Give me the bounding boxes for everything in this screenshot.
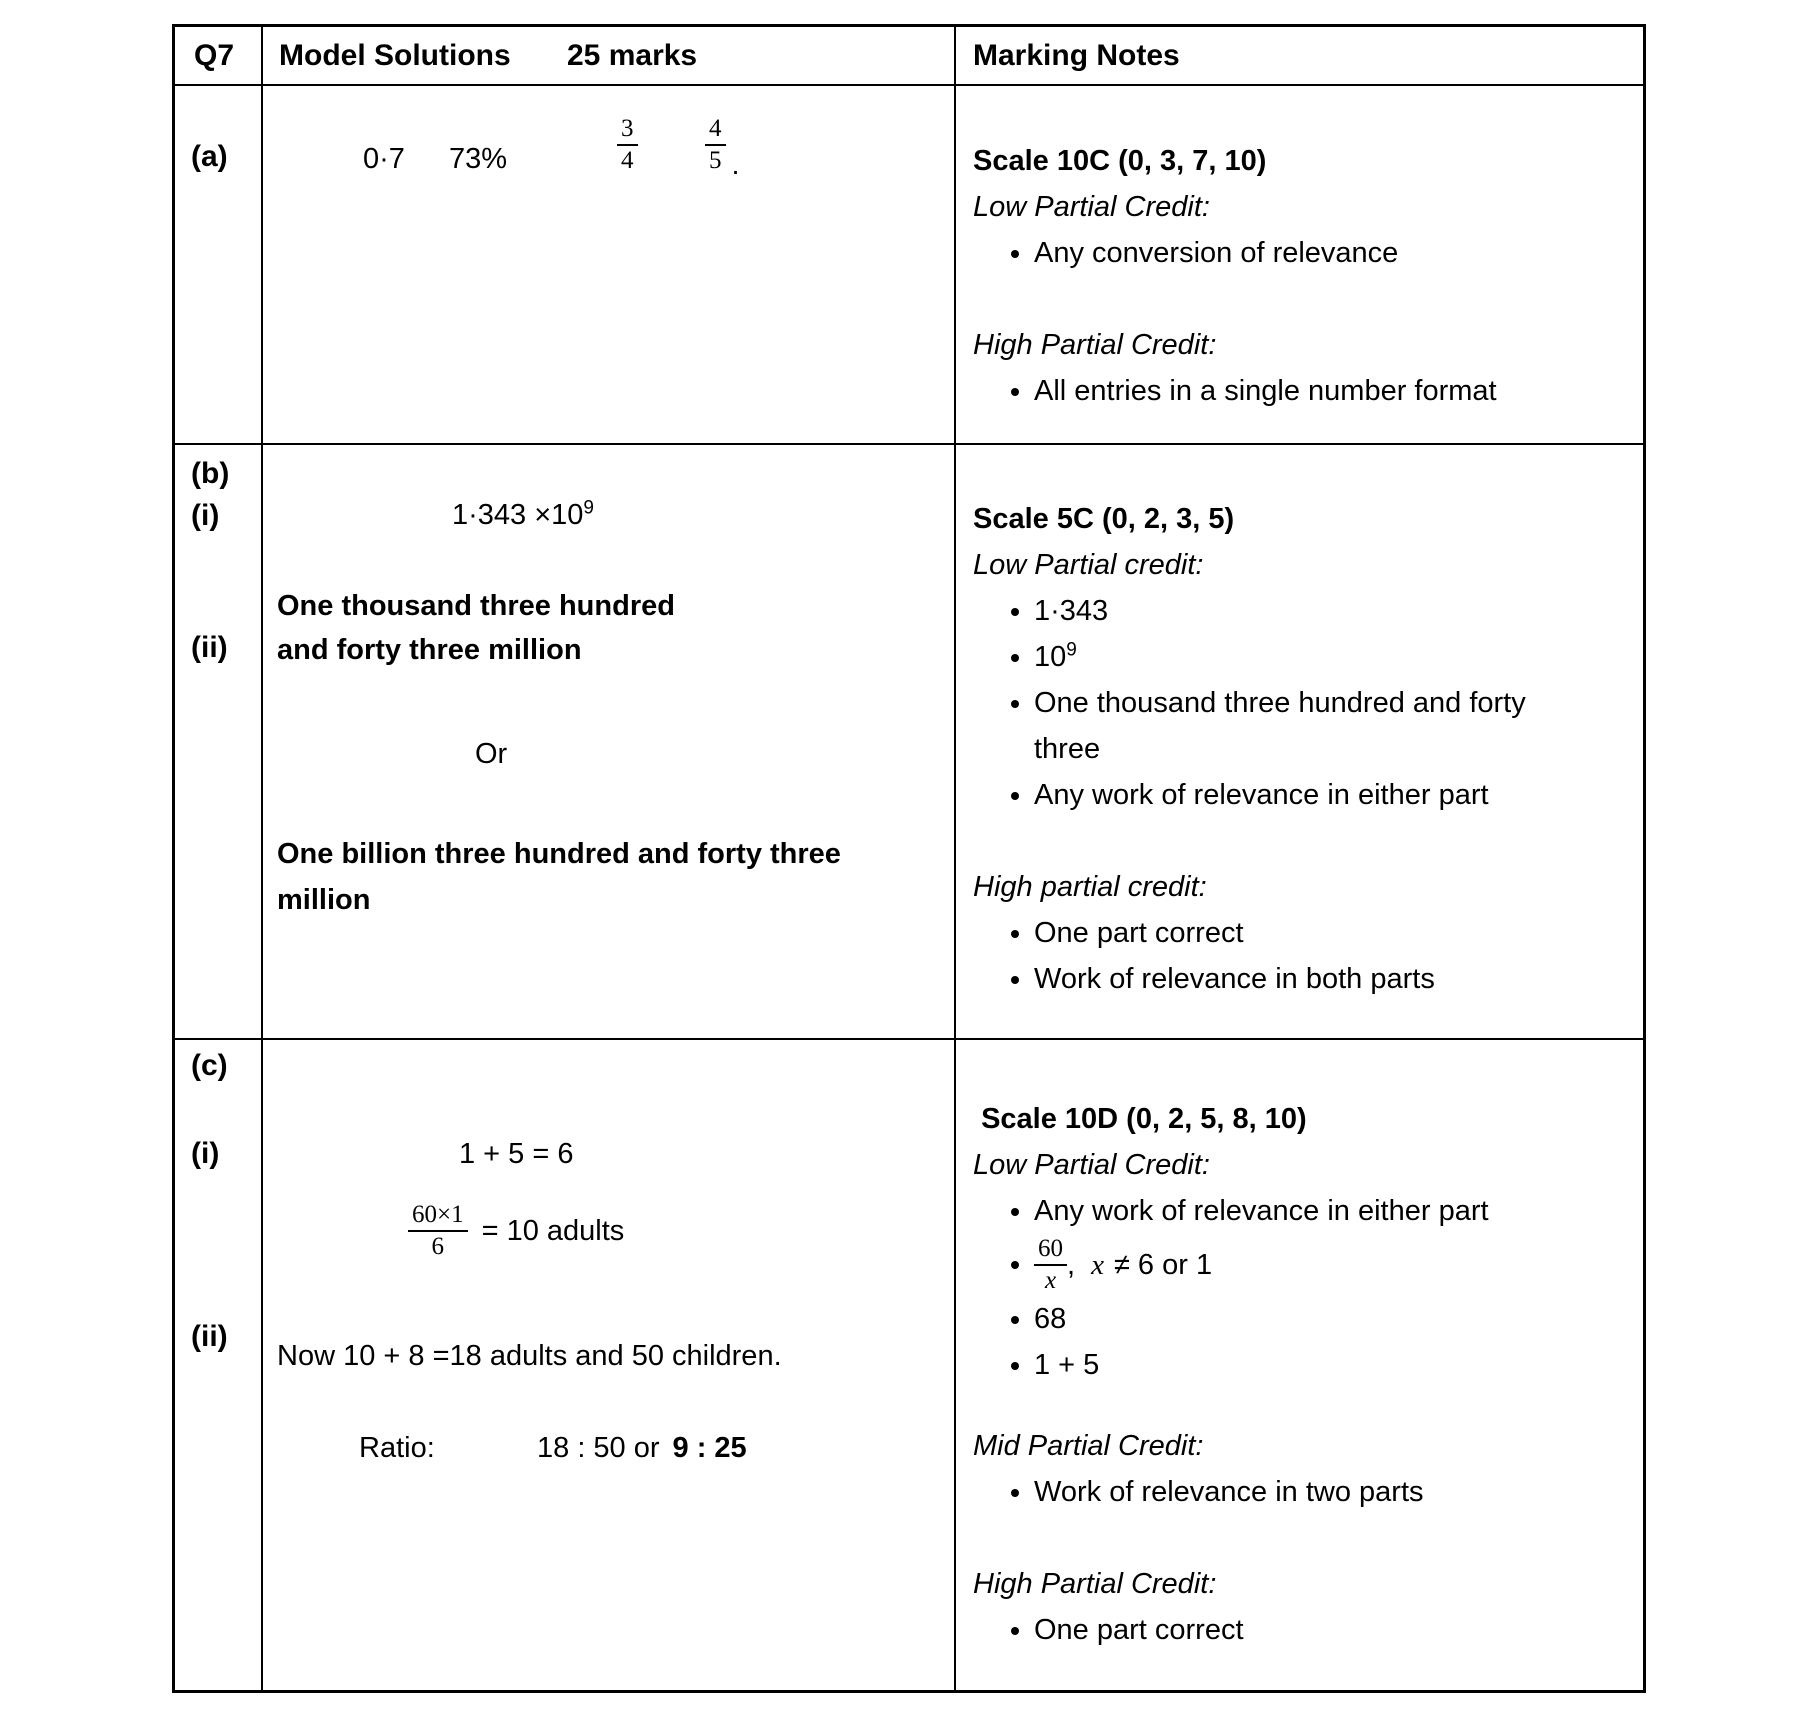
power-base: 10 <box>1034 641 1067 673</box>
fraction-numerator: 60×1 <box>412 1201 464 1228</box>
low-partial-credit-label: Low Partial credit: <box>973 549 1204 581</box>
words-line-2: and forty three million <box>277 634 582 666</box>
fraction-denominator: x <box>1034 1264 1067 1296</box>
equation-result: = 10 adults <box>481 1214 625 1247</box>
high-partial-credit-list <box>973 1607 1621 1653</box>
fraction-four-fifths <box>705 114 740 181</box>
low-partial-credit-list <box>973 1188 1621 1388</box>
low-partial-credit-list <box>973 230 1621 276</box>
fraction-denominator: 5 <box>705 144 726 176</box>
fraction-numerator: 4 <box>709 115 722 142</box>
low-partial-credit-list <box>973 588 1621 818</box>
scientific-notation <box>452 499 594 532</box>
condition-text: ≠ 6 or 1 <box>1113 1249 1213 1281</box>
fraction-sixty-over-x <box>1034 1234 1067 1296</box>
fraction-three-quarters <box>617 114 638 176</box>
part-label-b-i: (i) <box>191 499 220 532</box>
period-mark: . <box>731 149 740 181</box>
part-label-b-ii: (ii) <box>191 631 228 664</box>
high-partial-credit-list <box>973 910 1621 1002</box>
list-item: • All entries in a single number format <box>1034 368 1621 414</box>
list-item: • Work of relevance in both parts <box>1034 956 1621 1002</box>
list-item: • One part correct <box>1034 1607 1621 1653</box>
row-a-notes-cell <box>956 86 1643 443</box>
question-number-cell <box>175 27 263 84</box>
row-b-notes-cell <box>956 445 1643 1038</box>
variable-x: x <box>1091 1249 1104 1281</box>
model-solutions-header-cell <box>263 27 956 84</box>
exponent: 9 <box>1066 639 1077 661</box>
fraction-sixty-times-one-over-six <box>408 1200 468 1262</box>
part-label-b: (b) <box>191 457 230 490</box>
ratio-unsimplified: 18 : 50 or <box>537 1432 660 1464</box>
marks-label: 25 marks <box>567 39 698 72</box>
low-partial-credit-label: Low Partial Credit: <box>973 191 1210 223</box>
ratio-simplified: 9 : 25 <box>672 1432 747 1464</box>
scale-heading: Scale 10D (0, 2, 5, 8, 10) <box>973 1103 1307 1135</box>
list-item: • 1 + 5 <box>1034 1342 1621 1388</box>
list-item: • One part correct <box>1034 910 1621 956</box>
part-label-c-i: (i) <box>191 1137 220 1170</box>
words-line-1: One thousand three hundred <box>277 590 675 622</box>
list-item: • 1·343 <box>1034 588 1621 634</box>
fraction-denominator: 6 <box>408 1230 468 1262</box>
row-a-solution-cell <box>263 86 956 443</box>
equation-fraction <box>408 1200 624 1262</box>
alternative-words: One billion three hundred and forty three million <box>277 838 841 916</box>
mid-partial-credit-label: Mid Partial Credit: <box>973 1430 1204 1462</box>
row-c-solution-cell <box>263 1040 956 1690</box>
comma: , <box>1067 1249 1076 1281</box>
list-item: • 68 <box>1034 1296 1621 1342</box>
row-c-label-cell <box>175 1040 263 1690</box>
list-item: • Any conversion of relevance <box>1034 230 1621 276</box>
part-label-c: (c) <box>191 1049 228 1082</box>
exponent: 9 <box>583 497 594 519</box>
row-b <box>175 445 1643 1040</box>
row-a <box>175 86 1643 445</box>
high-partial-credit-list <box>973 368 1621 414</box>
scale-heading: Scale 5C (0, 2, 3, 5) <box>973 503 1235 535</box>
solution-percent: 73% <box>449 143 508 175</box>
high-partial-credit-label: High Partial Credit: <box>973 329 1217 361</box>
list-item: • Any work of relevance in either part <box>1034 772 1621 818</box>
header-row <box>175 27 1643 86</box>
solution-decimal: 0·7 <box>363 143 405 175</box>
row-b-solution-cell <box>263 445 956 1038</box>
ratio-values <box>537 1432 747 1465</box>
row-b-label-cell <box>175 445 263 1038</box>
fraction-numerator: • 60 <box>1038 1235 1063 1262</box>
marking-scheme-table <box>172 24 1646 1693</box>
list-item <box>1034 634 1621 680</box>
high-partial-credit-label: High Partial Credit: <box>973 1568 1217 1600</box>
row-a-label-cell <box>175 86 263 443</box>
part-label-c-ii: (ii) <box>191 1320 228 1353</box>
working-sentence: Now 10 + 8 =18 adults and 50 children. <box>277 1340 782 1372</box>
model-solutions-header: Model Solutions <box>279 39 511 72</box>
scientific-base: 1·343 ×10 <box>452 499 584 531</box>
mid-partial-credit-list <box>973 1469 1621 1515</box>
marking-notes-header-cell <box>956 27 1643 84</box>
part-label-a: (a) <box>191 140 228 173</box>
list-item-fraction-condition <box>1034 1234 1621 1296</box>
list-item: • Any work of relevance in either part <box>1034 1188 1621 1234</box>
ratio-label: Ratio: <box>359 1432 435 1464</box>
or-separator: Or <box>475 738 508 770</box>
high-partial-credit-label: High partial credit: <box>973 871 1207 903</box>
list-item: • One thousand three hundred and forty three <box>1034 680 1554 772</box>
fraction-numerator: 3 <box>621 115 634 142</box>
fraction-denominator: 4 <box>617 144 638 176</box>
equation-sum: 1 + 5 = 6 <box>459 1138 574 1170</box>
marking-notes-header: Marking Notes <box>973 39 1180 72</box>
scale-heading: Scale 10C (0, 3, 7, 10) <box>973 145 1267 177</box>
row-c <box>175 1040 1643 1690</box>
question-number: Q7 <box>194 39 235 72</box>
list-item: • Work of relevance in two parts <box>1034 1469 1621 1515</box>
row-c-notes-cell <box>956 1040 1643 1690</box>
low-partial-credit-label: Low Partial Credit: <box>973 1149 1210 1181</box>
